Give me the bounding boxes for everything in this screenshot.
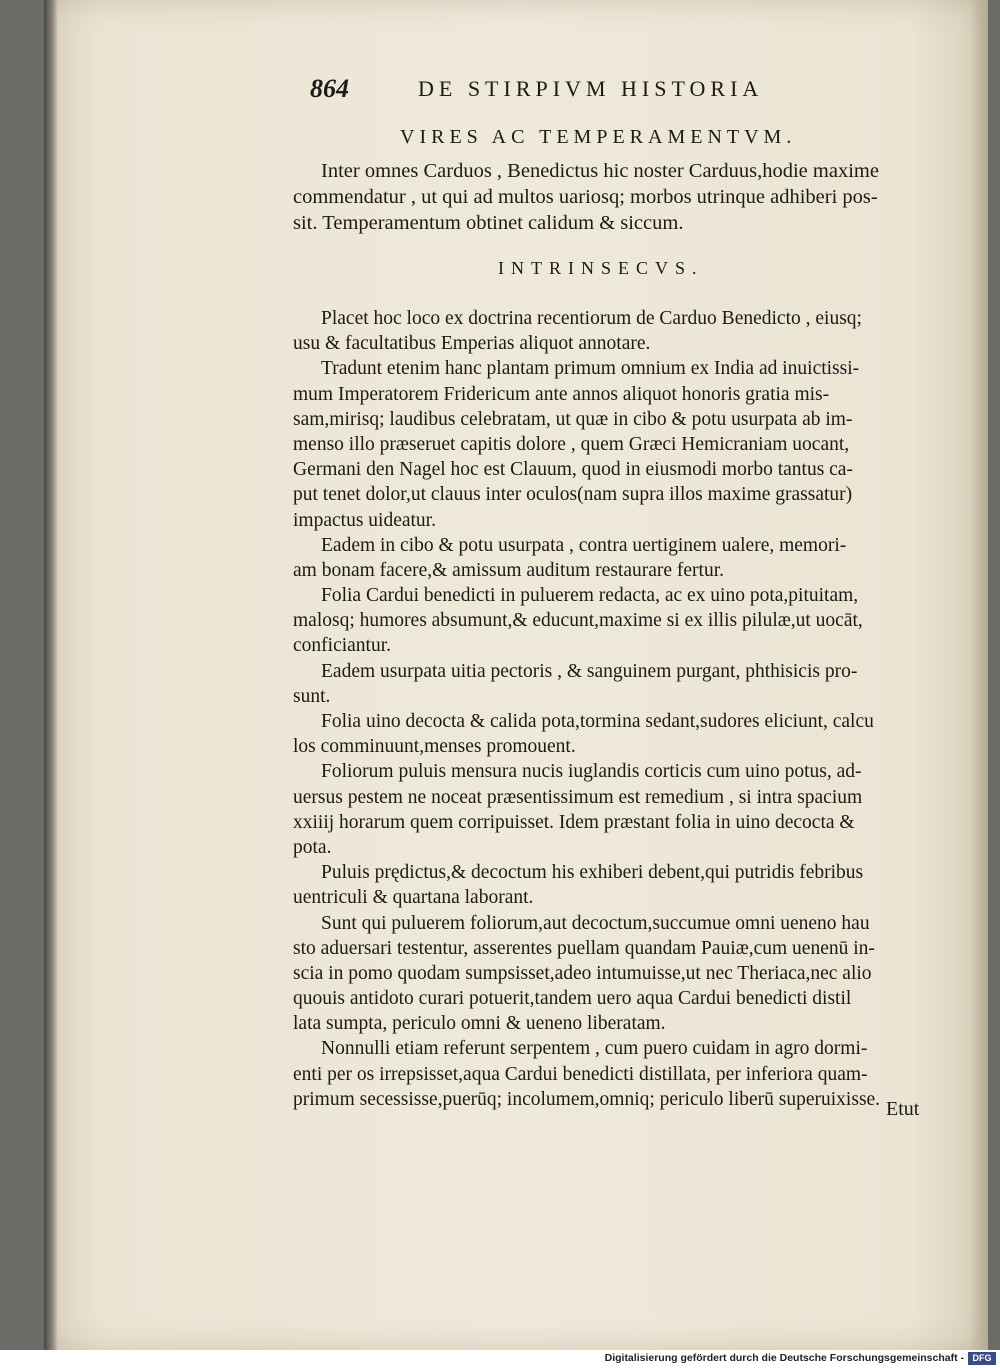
- text-line: Eadem in cibo & potu usurpata , contra uertiginem ualere, memori-: [321, 534, 847, 556]
- text-line: lata sumpta, periculo omni & ueneno liberatam.: [293, 1013, 666, 1035]
- text-line: sunt.: [293, 685, 331, 707]
- text-line: Placet hoc loco ex doctrina recentiorum de Carduo Benedicto , eiusq;: [321, 308, 862, 329]
- text-line: quouis antidoto curari potuerit,tandem uero aqua Cardui benedicti distil: [293, 988, 852, 1010]
- text-line: Folia uino decocta & calida pota,tormina sedant,sudores eliciunt, calcu: [321, 711, 874, 732]
- text-line: Puluis prędictus,& decoctum his exhiberi debent,qui putridis febribus: [321, 862, 864, 884]
- text-line: sto aduersari testentur, asserentes puellam quandam Pauiæ,cum uenenū in-: [293, 937, 875, 959]
- text-line: Folia Cardui benedicti in puluerem redacta, ac ex uino pota,pituitam,: [321, 585, 859, 607]
- text-line: usu & facultatibus Emperias aliquot annotare.: [293, 333, 651, 355]
- text-line: malosq; humores absumunt,& educunt,maxime si ex illis pilulæ,ut uocāt,: [293, 610, 863, 632]
- text-line: enti per os irrepsisset,aqua Cardui benedicti distillata, per inferiora quam-: [293, 1063, 868, 1085]
- page-number: 864: [310, 74, 349, 103]
- text-line: Eadem usurpata uitia pectoris , & sanguinem purgant, phthisicis pro-: [321, 660, 858, 682]
- text-line: uentriculi & quartana laborant.: [293, 887, 534, 909]
- text-line: impactus uideatur.: [293, 509, 436, 531]
- text-line: xxiiij horarum quem corripuisset. Idem præstant folia in uino decocta &: [293, 811, 855, 833]
- text-line: sam,mirisq; laudibus celebratam, ut quæ in cibo & potu usurpata ab im-: [293, 408, 853, 430]
- text-line: menso illo præseruet capitis dolore , quem Græci Hemicraniam uocant,: [293, 433, 850, 455]
- text-line: Inter omnes Carduos , Benedictus hic noster Carduus,hodie maxime: [321, 160, 879, 182]
- text-line: commendatur , ut qui ad multos uariosq; morbos utrinque adhiberi pos-: [293, 186, 878, 208]
- text-line: put tenet dolor,ut clauus inter oculos(nam supra illos maxime grassatur): [293, 484, 853, 506]
- text-line: mum Imperatorem Fridericum ante annos aliquot honoris gratia mis-: [293, 383, 830, 405]
- section-vires-text: [293, 158, 963, 236]
- section-intrinsecus-text: [293, 306, 963, 1112]
- text-line: uersus pestem ne noceat præsentissimum est remedium , si intra spacium: [293, 786, 863, 808]
- text-line: primum secessisse,puerūq; incolumem,omniq; periculo liberū superuixisse.: [293, 1088, 881, 1110]
- section-heading-intrinsecus: INTRINSECVS.: [498, 258, 704, 278]
- text-line: am bonam facere,& amissum auditum restaurare fertur.: [293, 559, 724, 581]
- text-line: Nonnulli etiam referunt serpentem , cum puero cuidam in agro dormi-: [321, 1038, 868, 1060]
- text-line: pota.: [293, 836, 332, 858]
- text-line: Germani den Nagel hoc est Clauum, quod in eiusmodi morbo tantus ca-: [293, 459, 853, 481]
- running-title: DE STIRPIVM HISTORIA: [418, 76, 764, 101]
- catchword: Etut: [886, 1098, 920, 1120]
- text-line: scia in pomo quodam sumpsisset,adeo intumuisse,ut nec Theriaca,nec alio: [293, 962, 872, 984]
- text-line: los comminuunt,menses promouent.: [293, 736, 576, 758]
- text-line: sit. Temperamentum obtinet calidum & siccum.: [293, 212, 684, 234]
- text-line: Foliorum puluis mensura nucis iuglandis corticis cum uino potus, ad-: [321, 761, 862, 783]
- section-heading-vires: VIRES AC TEMPERAMENTVM.: [400, 126, 797, 148]
- text-line: Tradunt etenim hanc plantam primum omnium ex India ad inuictissi-: [321, 358, 860, 380]
- footer-credit: Digitalisierung gefördert durch die Deutsche Forschungsgemeinschaft -: [604, 1352, 964, 1364]
- dfg-logo-icon: DFG: [968, 1352, 996, 1365]
- text-line: conficiantur.: [293, 635, 392, 657]
- text-line: Sunt qui puluerem foliorum,aut decoctum,succumue omni ueneno hau: [321, 912, 870, 934]
